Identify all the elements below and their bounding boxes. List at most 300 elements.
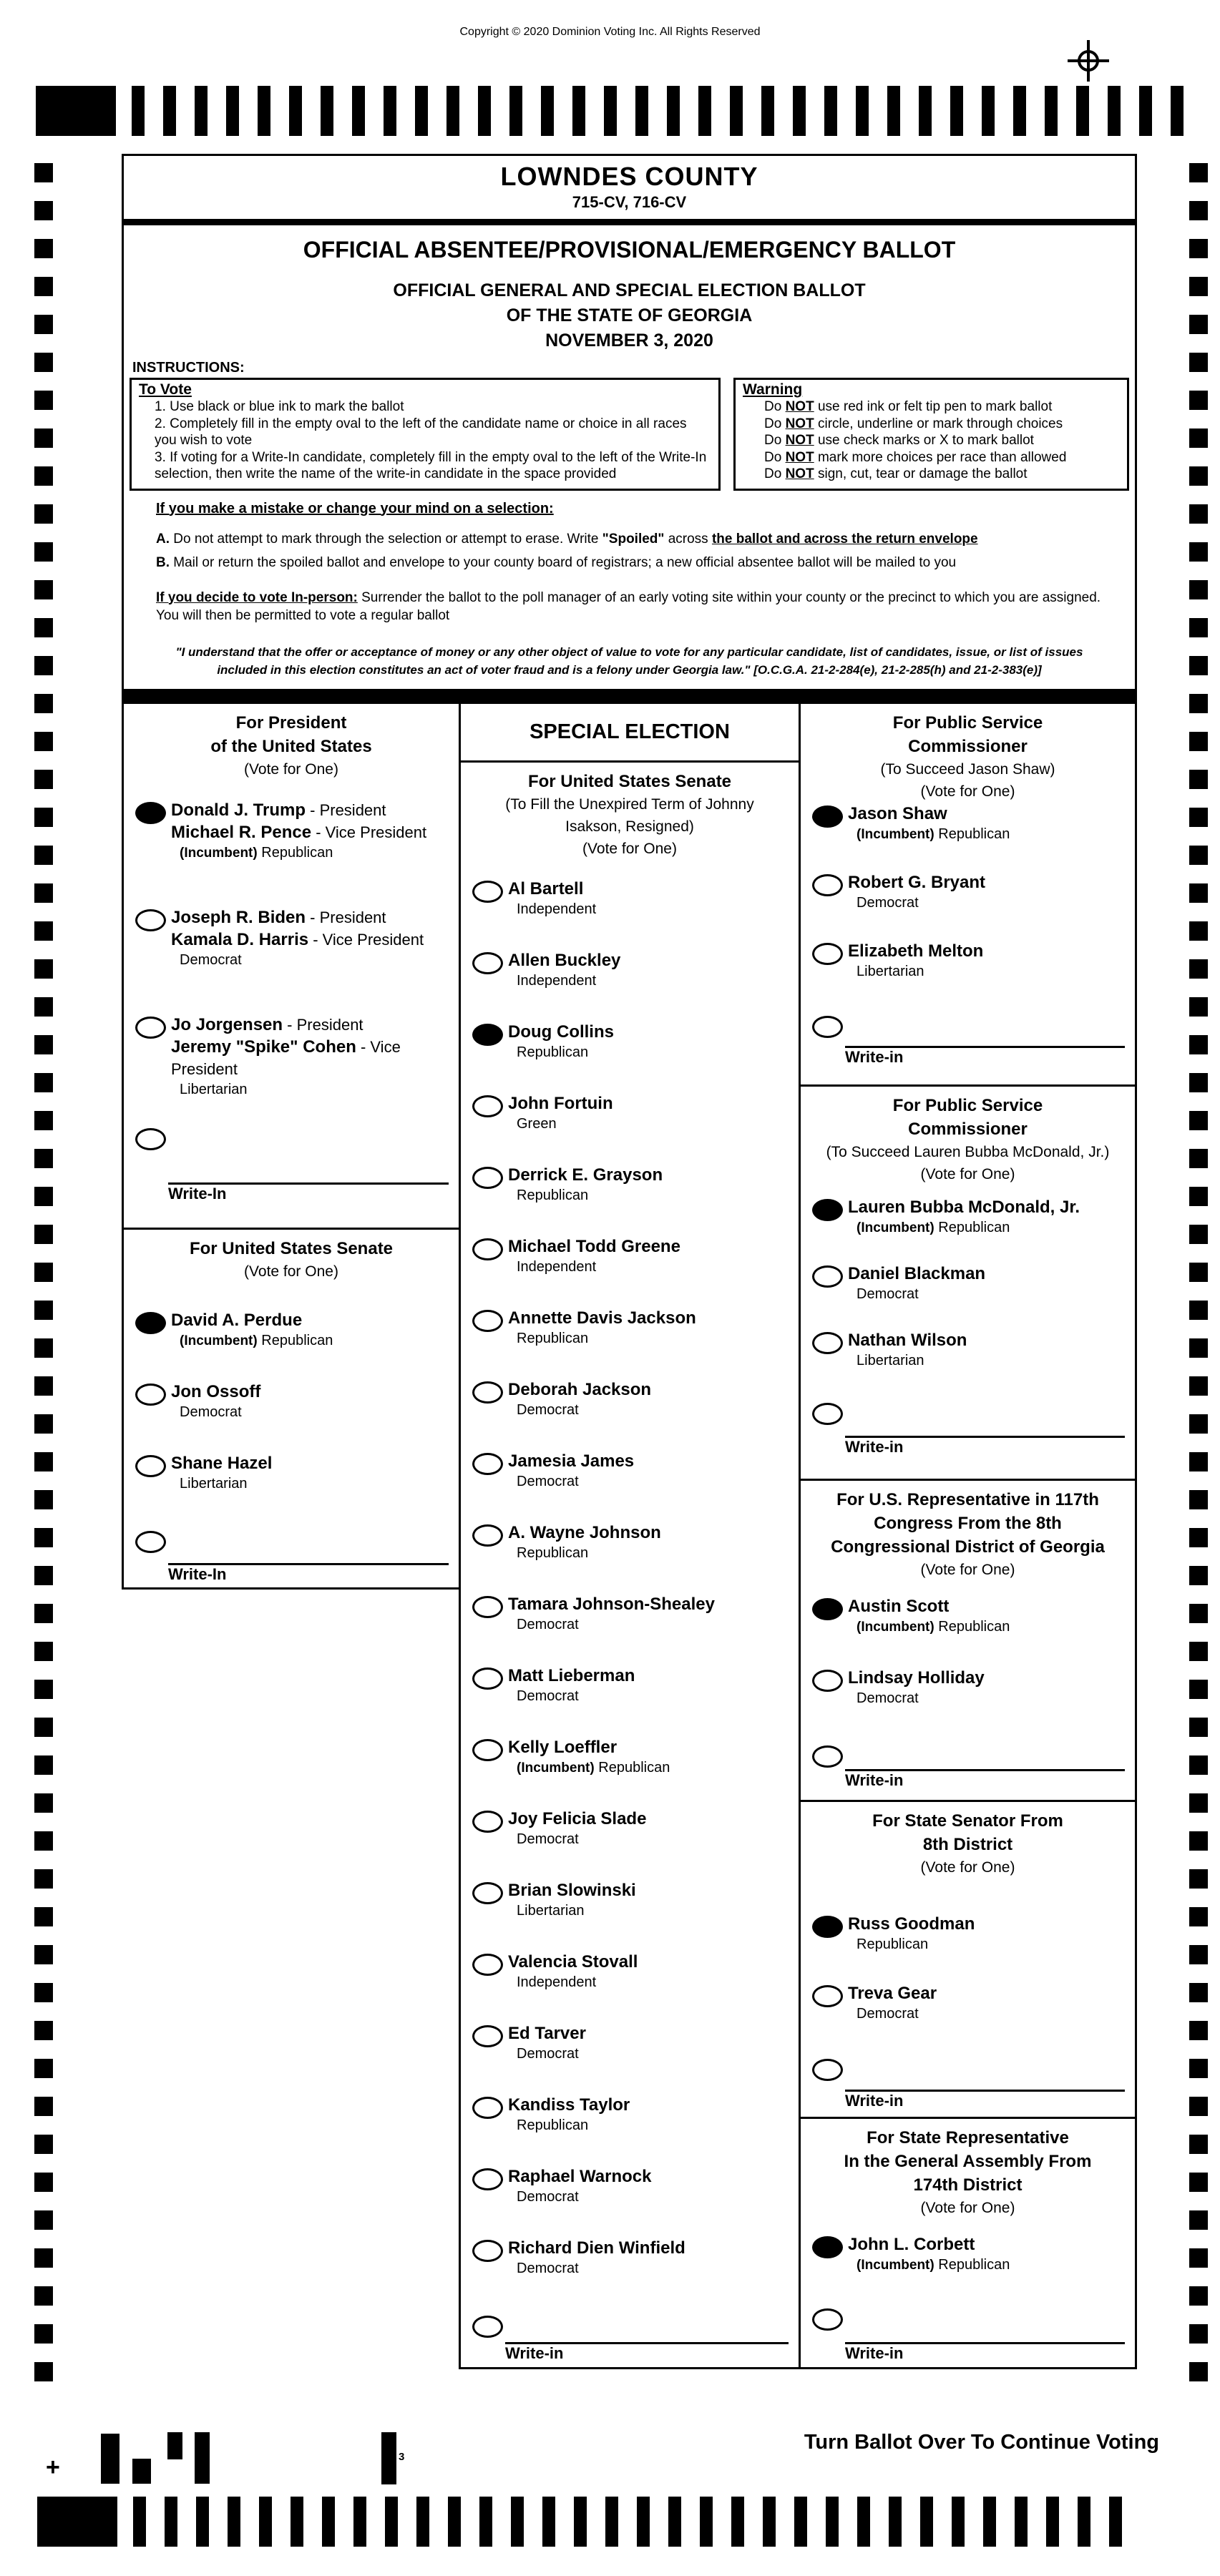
write-in-label: Write-in (845, 2092, 904, 2110)
contest-title-line: Commissioner (908, 737, 1028, 756)
timing-mark (1189, 2059, 1208, 2078)
timing-mark (1189, 997, 1208, 1017)
timing-mark (34, 2248, 53, 2268)
candidate-party: Democrat (517, 1474, 579, 1489)
candidate-party: Democrat (517, 1617, 579, 1632)
ballot-subtitle-2: OF THE STATE OF GEORGIA (506, 305, 753, 325)
timing-mark (1189, 1680, 1208, 1699)
write-in-label: Write-in (845, 2344, 904, 2362)
candidate-name: Annette Davis Jackson (508, 1308, 696, 1328)
timing-mark (34, 315, 53, 334)
write-in-area (801, 2342, 1135, 2367)
candidate-name: Jon Ossoff (171, 1382, 261, 1401)
candidate-party: Republican (517, 2117, 589, 2133)
timing-mark (1189, 1793, 1208, 1813)
candidate-name: Tamara Johnson-Shealey (508, 1595, 715, 1614)
candidate-text (508, 949, 796, 991)
candidate-text (508, 2094, 796, 2135)
footer-timing-bar (101, 2434, 119, 2484)
contest-title-line: Congress From the 8th (874, 1514, 1062, 1533)
candidate-name: Austin Scott (848, 1597, 950, 1616)
write-in-label: Write-in (845, 1048, 904, 1066)
contest-header (124, 704, 459, 799)
candidate-party: Democrat (857, 1690, 919, 1706)
ballot-codes: 715-CV, 716-CV (572, 193, 687, 211)
timing-mark (1189, 1755, 1208, 1775)
candidate-text (508, 1450, 796, 1492)
write-in-oval[interactable] (812, 1403, 843, 1425)
candidate-row (801, 871, 1135, 940)
to-vote-item: 3. If voting for a Write-In candidate, completely fill in the empty oval to the left of the Write-In selection, then write the name of the write-in candidate in the space provided (155, 449, 707, 481)
vote-for-label: (Vote for One) (920, 1166, 1015, 1182)
timing-mark (1189, 2173, 1208, 2192)
write-in-oval[interactable] (472, 2316, 503, 2338)
candidate-party: Independent (517, 973, 597, 989)
contest-title-line: In the General Assembly From (844, 2152, 1092, 2171)
candidate-name: Deborah Jackson (508, 1380, 652, 1399)
candidate-party: Libertarian (857, 964, 924, 979)
timing-mark (1189, 2097, 1208, 2116)
candidate-row (461, 878, 799, 949)
candidate-text (508, 1879, 796, 1921)
ballot-oval-filled[interactable] (812, 1598, 843, 1620)
contest-title-line: For President (235, 713, 347, 733)
timing-mark (34, 2286, 53, 2306)
ballot-subtitle-1: OFFICIAL GENERAL AND SPECIAL ELECTION BALLOT (393, 280, 866, 300)
candidate-text (171, 1309, 456, 1351)
candidate-party: (Incumbent) Republican (857, 1619, 1010, 1635)
timing-mark (34, 2059, 53, 2078)
contest-header (124, 1230, 459, 1309)
timing-mark (1189, 277, 1208, 296)
timing-mark (34, 1338, 53, 1358)
write-in-oval[interactable] (135, 1531, 166, 1553)
candidate-party: Independent (517, 1259, 597, 1275)
timing-mark (1189, 1149, 1208, 1168)
contest-subtitle-line: (To Succeed Lauren Bubba McDonald, Jr.) (826, 1144, 1110, 1160)
ballot-oval[interactable] (472, 1524, 503, 1547)
contest-title-line: For Public Service (892, 713, 1043, 733)
ballot-oval[interactable] (472, 1238, 503, 1260)
timing-mark (1189, 1945, 1208, 1964)
ballot-oval[interactable] (812, 1332, 843, 1354)
candidate-name: John L. Corbett (848, 2235, 975, 2254)
ballot-oval-filled[interactable] (812, 1199, 843, 1221)
registration-crosshair-icon (1068, 40, 1109, 82)
ballot-oval[interactable] (135, 1384, 166, 1406)
warning-item: Do NOT circle, underline or mark through choices (764, 416, 1063, 431)
timing-mark (1189, 959, 1208, 979)
timing-mark (1189, 1073, 1208, 1092)
write-in-oval[interactable] (812, 2308, 843, 2331)
ballot-oval[interactable] (472, 952, 503, 974)
timing-mark (34, 466, 53, 486)
candidate-row (801, 1329, 1135, 1396)
ballot-oval[interactable] (472, 1381, 503, 1404)
timing-mark (34, 883, 53, 903)
ballot-oval[interactable] (135, 1455, 166, 1477)
ballot-oval[interactable] (812, 1265, 843, 1288)
candidate-party: Democrat (517, 2189, 579, 2205)
timing-mark (1189, 1452, 1208, 1471)
contest-title-line: For U.S. Representative in 117th (836, 1490, 1099, 1509)
candidate-party: Independent (517, 1974, 597, 1990)
candidate-name: Nathan Wilson (848, 1331, 967, 1350)
candidate-party: Democrat (857, 1286, 919, 1302)
warning-item: Do NOT mark more choices per race than allowed (764, 449, 1067, 465)
timing-mark (34, 1225, 53, 1244)
footer-timing-bar (132, 2459, 151, 2484)
ballot-oval[interactable] (472, 1954, 503, 1976)
vote-for-label: (Vote for One) (920, 2200, 1015, 2216)
timing-mark (34, 1907, 53, 1926)
contest-subtitle-line: Isakson, Resigned) (565, 818, 694, 835)
ballot-oval[interactable] (812, 874, 843, 896)
candidate-name: Kandiss Taylor (508, 2095, 630, 2115)
vote-for-label: (Vote for One) (920, 1562, 1015, 1578)
ballot-date: NOVEMBER 3, 2020 (545, 330, 713, 351)
timing-mark (34, 1793, 53, 1813)
write-in-label: Write-in (845, 1438, 904, 1456)
footer-timing-bar (381, 2432, 396, 2484)
ballot-oval[interactable] (812, 1670, 843, 1692)
candidate-party: (Incumbent) Republican (857, 1220, 1010, 1235)
contest-title-line: of the United States (210, 737, 372, 756)
timing-mark (34, 201, 53, 220)
timing-mark (1189, 239, 1208, 258)
ballot-oval[interactable] (135, 1017, 166, 1039)
candidate-text (848, 803, 1132, 844)
contest-state-rep-174th (801, 2119, 1135, 2367)
candidate-text (508, 1522, 796, 1563)
write-in-oval[interactable] (812, 2059, 843, 2081)
ballot-oval[interactable] (472, 1453, 503, 1475)
ballot-oval[interactable] (472, 1882, 503, 1904)
write-in-oval-row (801, 1738, 1135, 1769)
candidate-party: Libertarian (857, 1353, 924, 1368)
timing-mark (1189, 542, 1208, 562)
candidate-text (508, 2022, 796, 2064)
candidate-text (508, 1378, 796, 1420)
ballot-oval[interactable] (472, 2240, 503, 2262)
ballot-oval[interactable] (472, 1095, 503, 1117)
timing-mark (34, 542, 53, 562)
ballot-oval-filled[interactable] (135, 802, 166, 824)
candidate-name: Richard Dien Winfield (508, 2238, 685, 2258)
candidate-name: Kelly Loeffler (508, 1738, 618, 1757)
write-in-label: Write-In (168, 1565, 227, 1583)
candidate-text (508, 1951, 796, 1992)
timing-mark (34, 2173, 53, 2192)
timing-mark (34, 2135, 53, 2154)
timing-marks-left (34, 163, 53, 2388)
contest-title-line: Congressional District of Georgia (831, 1537, 1105, 1557)
timing-mark (1189, 2021, 1208, 2040)
ballot-oval[interactable] (472, 1596, 503, 1618)
candidate-text (848, 1913, 1132, 1954)
candidate-row (461, 1665, 799, 1736)
timing-mark (1189, 466, 1208, 486)
write-in-oval[interactable] (812, 1745, 843, 1768)
contest-header (801, 704, 1135, 803)
candidate-name: Michael R. Pence - Vice President (171, 823, 427, 842)
write-in-oval[interactable] (135, 1128, 166, 1150)
timing-mark (1189, 618, 1208, 637)
timing-mark (1189, 1983, 1208, 2002)
ballot-oval[interactable] (472, 2168, 503, 2190)
candidate-row (461, 1951, 799, 2022)
ballot-oval[interactable] (472, 1811, 503, 1833)
timing-mark (1189, 2248, 1208, 2268)
candidate-name: Joseph R. Biden - President (171, 908, 386, 927)
write-in-area (801, 1046, 1135, 1084)
candidate-name: Ed Tarver (508, 2024, 586, 2043)
timing-mark (34, 391, 53, 410)
timing-mark (1189, 315, 1208, 334)
timing-strip-bottom (37, 2497, 1131, 2547)
timing-mark (1189, 2135, 1208, 2154)
write-in-oval-row (801, 1009, 1135, 1046)
timing-mark (34, 1035, 53, 1054)
contest-us-rep-8th (801, 1481, 1135, 1802)
write-in-area (801, 1769, 1135, 1800)
timing-mark (34, 2210, 53, 2230)
timing-strip-block (37, 2497, 117, 2547)
candidate-row (124, 1381, 459, 1452)
contest-header (801, 1802, 1135, 1913)
warning-box (733, 378, 1129, 491)
timing-mark (34, 1263, 53, 1282)
candidate-row (124, 799, 459, 906)
timing-mark (1189, 2324, 1208, 2344)
ballot-oval-filled[interactable] (472, 1024, 503, 1046)
timing-mark (34, 1755, 53, 1775)
timing-mark (34, 846, 53, 865)
candidate-row (461, 1235, 799, 1307)
ballot-oval[interactable] (472, 1667, 503, 1690)
to-vote-item: 2. Completely fill in the empty oval to the left of the candidate name or choice in all races you wish to vote (155, 416, 687, 448)
timing-mark (1189, 1907, 1208, 1926)
candidate-row (461, 1092, 799, 1164)
ballot-oval[interactable] (472, 2025, 503, 2047)
ballot-oval[interactable] (135, 909, 166, 931)
timing-mark (34, 1149, 53, 1168)
ballot-oval[interactable] (472, 1167, 503, 1189)
candidate-party: Democrat (857, 895, 919, 911)
candidate-name: Derrick E. Grayson (508, 1165, 663, 1185)
write-in-oval-row (801, 2301, 1135, 2342)
candidate-text (171, 906, 456, 970)
candidate-name: John Fortuin (508, 1094, 613, 1113)
ballot-oval[interactable] (472, 2097, 503, 2119)
write-in-oval[interactable] (812, 1016, 843, 1038)
ballot-oval[interactable] (472, 1739, 503, 1761)
write-in-area (801, 1436, 1135, 1476)
timing-mark (34, 1376, 53, 1396)
ballot-title: OFFICIAL ABSENTEE/PROVISIONAL/EMERGENCY BALLOT (303, 237, 956, 263)
ballot-column-middle (459, 704, 799, 2369)
candidate-party: Libertarian (517, 1903, 585, 1919)
instruction-boxes (130, 378, 1129, 491)
write-in-oval-row (801, 1396, 1135, 1436)
contest-title-line: Commissioner (908, 1120, 1028, 1139)
candidate-text (508, 1235, 796, 1277)
candidate-party: Democrat (517, 2261, 579, 2276)
candidate-party: Libertarian (180, 1476, 248, 1492)
timing-mark (34, 656, 53, 675)
mistake-heading: If you make a mistake or change your mind on a selection: (156, 500, 554, 516)
registration-plus-mark: + (46, 2454, 60, 2481)
candidate-row (461, 2094, 799, 2165)
candidate-row (461, 1593, 799, 1665)
ballot-oval[interactable] (812, 1985, 843, 2007)
candidate-text (848, 1263, 1132, 1304)
county-block (124, 156, 1135, 225)
candidate-name: Jason Shaw (848, 804, 947, 823)
candidate-row (461, 2165, 799, 2237)
candidate-row (124, 1452, 459, 1524)
timing-mark (34, 1452, 53, 1471)
candidate-name: Jeremy "Spike" Cohen - Vice President (171, 1037, 401, 1078)
warning-list (743, 398, 1120, 483)
warning-title: Warning (743, 381, 803, 398)
ballot-oval[interactable] (472, 881, 503, 903)
contest-title-line: For United States Senate (527, 772, 732, 791)
contest-president (124, 704, 459, 1230)
candidate-party: Republican (857, 1936, 929, 1952)
ballot-oval-filled[interactable] (812, 805, 843, 828)
warning-item: Do NOT use check marks or X to mark ballot (764, 433, 1034, 448)
timing-mark (34, 353, 53, 372)
candidate-row (461, 1164, 799, 1235)
write-in-label: Write-In (168, 1185, 227, 1203)
candidate-text (508, 1808, 796, 1849)
candidate-party: (Incumbent) Republican (517, 1760, 670, 1776)
timing-mark (1189, 1263, 1208, 1282)
timing-mark (34, 1680, 53, 1699)
contest-title-line: For Public Service (892, 1096, 1043, 1115)
timing-mark (1189, 1111, 1208, 1130)
contest-header (801, 1481, 1135, 1595)
timing-mark (34, 163, 53, 182)
candidate-text (508, 878, 796, 919)
candidate-name: Joy Felicia Slade (508, 1809, 647, 1828)
mistake-item-a: A. Do not attempt to mark through the selection or attempt to erase. Write "Spoiled" across the ballot and across the return envelope (156, 531, 978, 547)
candidate-text (848, 1667, 1132, 1708)
candidate-row (801, 1595, 1135, 1667)
candidate-text (508, 1307, 796, 1348)
timing-mark (34, 1414, 53, 1434)
timing-mark (34, 1528, 53, 1547)
candidate-text (171, 1452, 456, 1494)
candidate-row (461, 2237, 799, 2308)
timing-mark (34, 1073, 53, 1092)
ballot-oval-filled[interactable] (812, 2236, 843, 2258)
to-vote-item: 1. Use black or blue ink to mark the ballot (155, 399, 404, 414)
contest-header (801, 1087, 1135, 1196)
candidate-row (801, 1913, 1135, 1982)
timing-mark (34, 997, 53, 1017)
timing-mark (1189, 163, 1208, 182)
mistake-item-b: B. Mail or return the spoiled ballot and envelope to your county board of registrars; a new official absentee ballot will be mailed to you (156, 554, 957, 570)
candidate-party: Democrat (180, 1404, 242, 1420)
candidate-text (508, 1665, 796, 1706)
candidate-name: Raphael Warnock (508, 2167, 652, 2186)
candidate-text (508, 2165, 796, 2207)
timing-mark (1189, 1414, 1208, 1434)
instructions-label: INSTRUCTIONS: (132, 360, 245, 376)
candidate-party: Democrat (517, 2046, 579, 2062)
contest-header (461, 763, 799, 878)
candidate-text (508, 1021, 796, 1062)
candidate-name: Treva Gear (848, 1984, 937, 2003)
candidate-row (801, 940, 1135, 1009)
write-in-area (461, 2342, 799, 2367)
candidate-name: Jamesia James (508, 1451, 635, 1471)
candidate-party: (Incumbent) Republican (180, 1333, 333, 1348)
timing-mark (1189, 921, 1208, 941)
to-vote-title: To Vote (139, 381, 192, 398)
timing-mark (1189, 1528, 1208, 1547)
candidate-text (508, 1092, 796, 1134)
ballot-oval-filled[interactable] (812, 1916, 843, 1938)
candidate-row (801, 1263, 1135, 1329)
timing-mark (1189, 580, 1208, 599)
candidate-row (801, 1667, 1135, 1738)
write-in-area (124, 1182, 459, 1225)
write-in-area (124, 1563, 459, 1587)
timing-mark (1189, 883, 1208, 903)
contest-subtitle-line: (To Fill the Unexpired Term of Johnny (505, 796, 754, 813)
candidate-text (848, 1329, 1132, 1371)
contest-state-senator-8th (801, 1802, 1135, 2119)
candidate-party: Democrat (517, 1402, 579, 1418)
section-divider-bar (122, 691, 1137, 704)
candidate-name: Lindsay Holliday (848, 1668, 985, 1688)
candidate-name: A. Wayne Johnson (508, 1523, 661, 1542)
candidate-party: Republican (517, 1331, 589, 1346)
ballot-oval[interactable] (472, 1310, 503, 1332)
candidate-row (461, 1879, 799, 1951)
in-person-note: If you decide to vote In-person: Surrender the ballot to the poll manager of an early voting site within your county or the precinct to which you are assigned. You will then be permitted to vote a regular ballot (156, 589, 1101, 623)
footer-timing-bar (167, 2432, 182, 2459)
contest-us-senate (124, 1230, 459, 1587)
timing-mark (34, 1604, 53, 1623)
county-title: LOWNDES COUNTY (500, 162, 758, 191)
ballot-oval[interactable] (812, 943, 843, 965)
candidate-party: Green (517, 1116, 557, 1132)
turn-ballot-over-text: Turn Ballot Over To Continue Voting (804, 2431, 1159, 2454)
timing-mark (34, 921, 53, 941)
candidate-party: Republican (517, 1044, 589, 1060)
candidate-row (461, 1450, 799, 1522)
timing-mark (34, 694, 53, 713)
ballot-column-right (799, 704, 1137, 2369)
timing-strip-bars (133, 2497, 1131, 2547)
candidate-text (508, 1736, 796, 1778)
candidate-name: Brian Slowinski (508, 1881, 636, 1900)
oath-text: "I understand that the offer or acceptance of money or any other object of value to vote for any particular candidate, list of candidates, issue, or list of issues included in this election constitutes an act of voter fraud and is a felony under Georgia law." [O.C.G.A. 21-2-284(e), 21-2-285(h) and 21-2-383(e)] (175, 645, 1083, 677)
timing-mark (1189, 1187, 1208, 1206)
mistake-section (124, 491, 1135, 679)
ballot-oval-filled[interactable] (135, 1312, 166, 1334)
timing-mark (34, 277, 53, 296)
timing-marks-right (1189, 163, 1208, 2388)
candidate-name: Shane Hazel (171, 1454, 273, 1473)
timing-mark (1189, 1376, 1208, 1396)
timing-mark (34, 770, 53, 789)
timing-mark (34, 2324, 53, 2344)
